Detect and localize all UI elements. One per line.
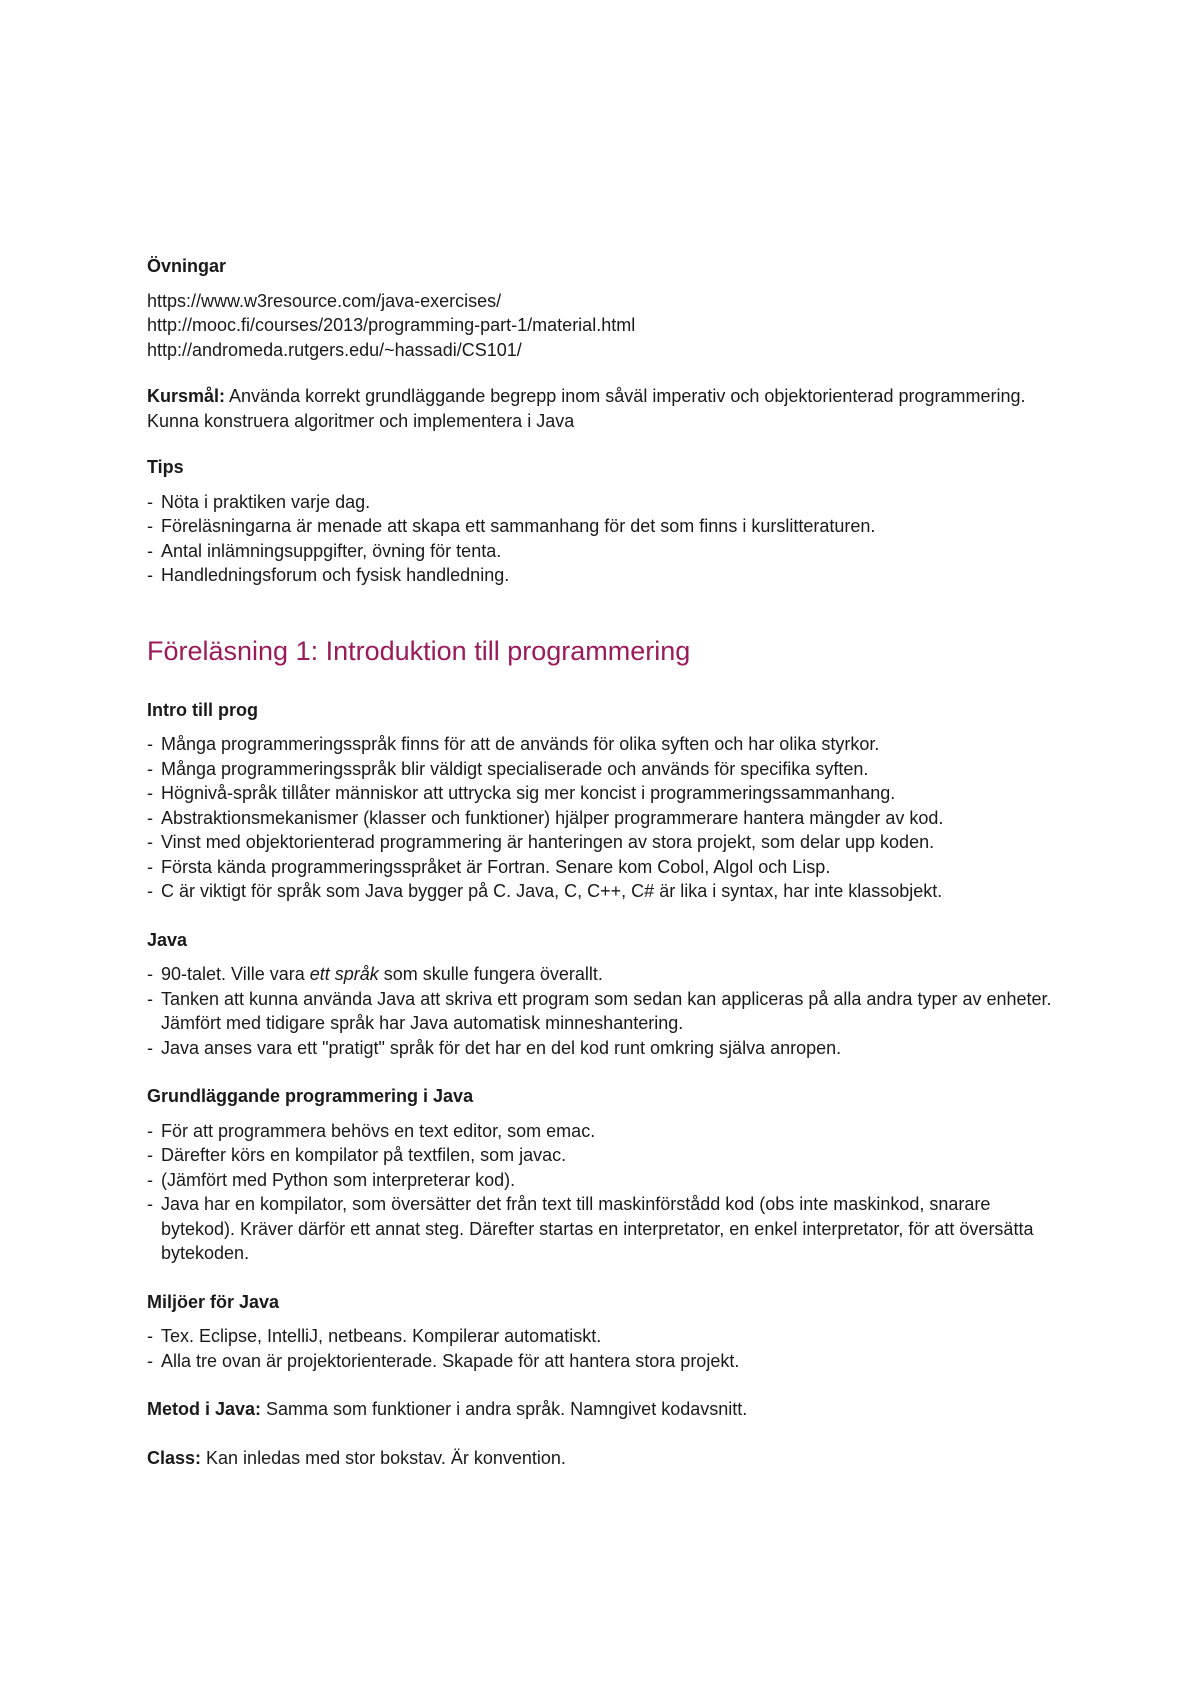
- miljoer-heading: Miljöer för Java: [147, 1291, 280, 1312]
- tips-list: [147, 490, 1060, 588]
- exercise-link[interactable]: https://www.w3resource.com/java-exercises/: [147, 290, 502, 311]
- grund-heading: Grundläggande programmering i Java: [147, 1086, 474, 1106]
- list-item: - (Jämfört med Python som interpreterar kod).: [147, 1168, 1060, 1193]
- java-item1-pre: 90-talet. Ville vara: [161, 964, 310, 984]
- exercise-link[interactable]: http://andromeda.rutgers.edu/~hassadi/CS101/: [147, 339, 522, 360]
- list-item: - C är viktigt för språk som Java bygger på C. Java, C, C++, C# är lika i syntax, har inte klassobjekt.: [147, 879, 1060, 904]
- tips-heading: Tips: [147, 457, 184, 477]
- metod-text: Samma som funktioner i andra språk. Namngivet kodavsnitt.: [261, 1399, 748, 1419]
- class-label: Class:: [147, 1447, 202, 1468]
- list-item: - Tex. Eclipse, IntelliJ, netbeans. Kompilerar automatiskt.: [147, 1324, 1060, 1349]
- kursmal-paragraph: [147, 384, 1060, 433]
- list-item: - Antal inlämningsuppgifter, övning för tenta.: [147, 539, 1060, 564]
- class-paragraph: [147, 1446, 1060, 1471]
- grund-section: [147, 1084, 1060, 1266]
- list-item: - Många programmeringsspråk blir väldigt specialiserade och används för specifika syften.: [147, 757, 1060, 782]
- list-item: - Java har en kompilator, som översätter det från text till maskinförstådd kod (obs inte maskinkod, snarare bytekod). Kräver därför ett annat steg. Därefter startas en interpretator, en enkel interpretator, för att översätta bytekoden.: [147, 1192, 1060, 1266]
- list-item: - Abstraktionsmekanismer (klasser och funktioner) hjälper programmerare hantera mängder av kod.: [147, 806, 1060, 831]
- java-heading: Java: [147, 929, 188, 950]
- ovningar-heading: Övningar: [147, 256, 227, 276]
- list-item: - Vinst med objektorienterad programmering är hanteringen av stora projekt, som delar upp koden.: [147, 830, 1060, 855]
- miljoer-list: [147, 1324, 1060, 1373]
- list-item: - Första kända programmeringsspråket är Fortran. Senare kom Cobol, Algol och Lisp.: [147, 855, 1060, 880]
- list-item: - Föreläsningarna är menade att skapa ett sammanhang för det som finns i kurslitteraturen.: [147, 514, 1060, 539]
- intro-list: [147, 732, 1060, 904]
- metod-label: Metod i Java:: [147, 1399, 262, 1419]
- java-list: [147, 962, 1060, 1060]
- lecture-title: Föreläsning 1: Introduktion till programmering: [147, 635, 691, 666]
- list-item: - Många programmeringsspråk finns för att de används för olika syften och har olika styrkor.: [147, 732, 1060, 757]
- list-item: - Nöta i praktiken varje dag.: [147, 490, 1060, 515]
- java-item1-post: som skulle fungera överallt.: [378, 964, 603, 984]
- list-item: - Java anses vara ett "pratigt" språk för det har en del kod runt omkring själva anropen.: [147, 1036, 1060, 1061]
- list-item: - Alla tre ovan är projektorienterade. Skapade för att hantera stora projekt.: [147, 1349, 1060, 1374]
- exercise-links: [147, 289, 1060, 363]
- exercise-link[interactable]: http://mooc.fi/courses/2013/programming-part-1/material.html: [147, 315, 636, 335]
- java-item1-emphasis: ett språk: [309, 964, 379, 984]
- intro-section: [147, 698, 1060, 904]
- intro-heading: Intro till prog: [147, 699, 258, 720]
- list-item: - Tanken att kunna använda Java att skriva ett program som sedan kan appliceras på alla andra typer av enheter. Jämfört med tidigare språk har Java automatisk minneshantering.: [147, 987, 1060, 1036]
- grund-list: [147, 1119, 1060, 1266]
- class-text: Kan inledas med stor bokstav. Är konvention.: [201, 1447, 566, 1468]
- list-item: - Högnivå-språk tillåter människor att uttrycka sig mer koncist i programmeringssammanhang.: [147, 781, 1060, 806]
- list-item: - Därefter körs en kompilator på textfilen, som javac.: [147, 1143, 1060, 1168]
- kursmal-label: Kursmål:: [147, 386, 226, 406]
- miljoer-section: [147, 1290, 1060, 1374]
- metod-paragraph: [147, 1397, 1060, 1422]
- kursmal-text: Använda korrekt grundläggande begrepp inom såväl imperativ och objektorienterad programmering. Kunna konstruera algoritmer och implementera i Java: [147, 386, 1026, 431]
- list-item: - Handledningsforum och fysisk handledning.: [147, 563, 1060, 588]
- list-item: - För att programmera behövs en text editor, som emac.: [147, 1119, 1060, 1144]
- java-section: [147, 928, 1060, 1061]
- list-item: [147, 962, 1060, 987]
- tips-section: [147, 455, 1060, 588]
